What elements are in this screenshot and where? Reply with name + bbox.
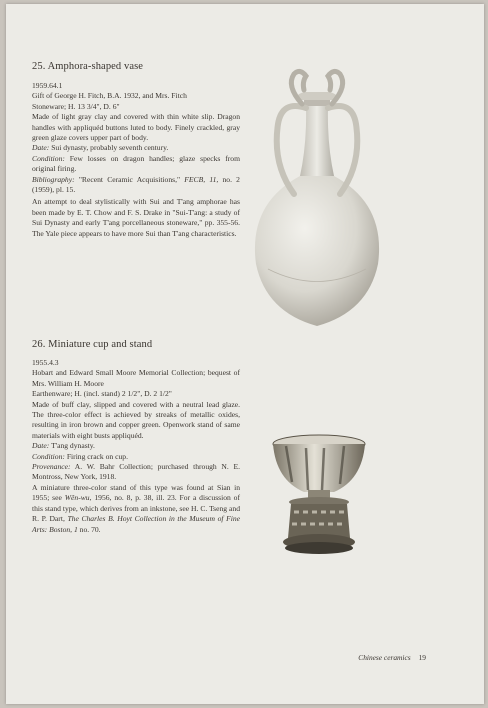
entry-25-description: Made of light gray clay and covered with thin white slip. Dragon handles with appliquéd buttons luted to body. Finely crackled, gray green glaze covers upper part of body. <box>32 112 240 143</box>
entry-25-material: Stoneware; H. 13 3/4", D. 6" <box>32 101 120 111</box>
date-label: Date: <box>32 441 50 451</box>
bibliography-rest: no. 2 (1959), pl. 15. <box>32 174 240 195</box>
entry-25-date <box>32 143 240 153</box>
bibliography-journal: FECB, 11, <box>184 174 219 184</box>
note-book: The Charles B. Hoyt Collection in the Museum of Fine Arts: Boston, 1 <box>32 514 240 534</box>
condition-label: Condition: <box>32 153 65 163</box>
provenance-label: Provenance: <box>32 462 71 472</box>
entry-25-gift: Gift of George H. Fitch, B.A. 1932, and Mrs. Fitch <box>32 91 187 101</box>
entry-25-heading: 25. Amphora-shaped vase <box>32 61 144 72</box>
entry-26-description: Made of buff clay, slipped and covered with a neutral lead glaze. The three-color effect is achieved by streaks of metallic oxides, resulting in iron brown and copper green. Openwork stand of same materials with eight busts appliquéd. <box>32 399 240 440</box>
condition-text: Firing crack on cup. <box>66 451 128 461</box>
page-footer <box>358 653 426 662</box>
provenance-text: A. W. Bahr Collection; purchased through N. E. Montross, New York, 1918. <box>32 462 240 482</box>
entry-25 <box>32 60 240 239</box>
note-text-a: A miniature three-color stand of this type was found at Sian in 1955; see <box>32 482 240 503</box>
bibliography-label: Bibliography: <box>32 174 75 184</box>
date-text: T'ang dynasty. <box>51 441 95 451</box>
date-text: Sui dynasty, probably seventh century. <box>51 143 169 153</box>
entry-26-material: Earthenware; H. (incl. stand) 2 1/2", D. 2 1/2" <box>32 389 172 399</box>
entry-26-accession: 1955.4.3 <box>32 358 59 367</box>
amphora-vase-photo <box>242 64 392 329</box>
cup-and-stand-photo <box>264 432 374 560</box>
entry-26-condition <box>32 452 240 462</box>
entry-26-note <box>32 483 240 535</box>
entry-25-condition <box>32 154 240 175</box>
condition-label: Condition: <box>32 451 65 461</box>
date-label: Date: <box>32 143 50 153</box>
footer-caption: Chinese ceramics <box>358 653 411 662</box>
entry-25-note: An attempt to deal stylistically with Sui and T'ang amphorae has been made by E. T. Chow and F. S. Drake in "Sui-T'ang: a study of Sui Dynasty and early T'ang porcellaneous stoneware," pp. 355-56. The Yale piece appears to have more Sui than T'ang characteristics. <box>32 197 240 238</box>
entry-26-date <box>32 441 240 451</box>
note-journal: Wên-wu, <box>64 493 92 503</box>
entry-25-bibliography <box>32 175 240 196</box>
entry-25-accession: 1959.64.1 <box>32 81 63 90</box>
condition-text: Few losses on dragon handles; glaze specks from original firing. <box>32 153 240 174</box>
book-page <box>6 4 484 704</box>
entry-26-provenance <box>32 462 240 483</box>
entry-26-heading: 26. Miniature cup and stand <box>32 339 153 350</box>
note-text-c: no. 70. <box>77 524 101 534</box>
entry-26 <box>32 338 240 535</box>
bibliography-text: "Recent Ceramic Acquisitions," <box>78 174 185 184</box>
note-text-b: 1956, no. 8, p. 38, ill. 23. For a discussion of this stand type, which derives from an inkstone, see H. C. Tseng and R. P. Dart, <box>32 493 241 524</box>
entry-26-gift: Hobart and Edward Small Moore Memorial Collection; bequest of Mrs. William H. Moore <box>32 368 240 388</box>
page-number: 19 <box>418 653 426 662</box>
